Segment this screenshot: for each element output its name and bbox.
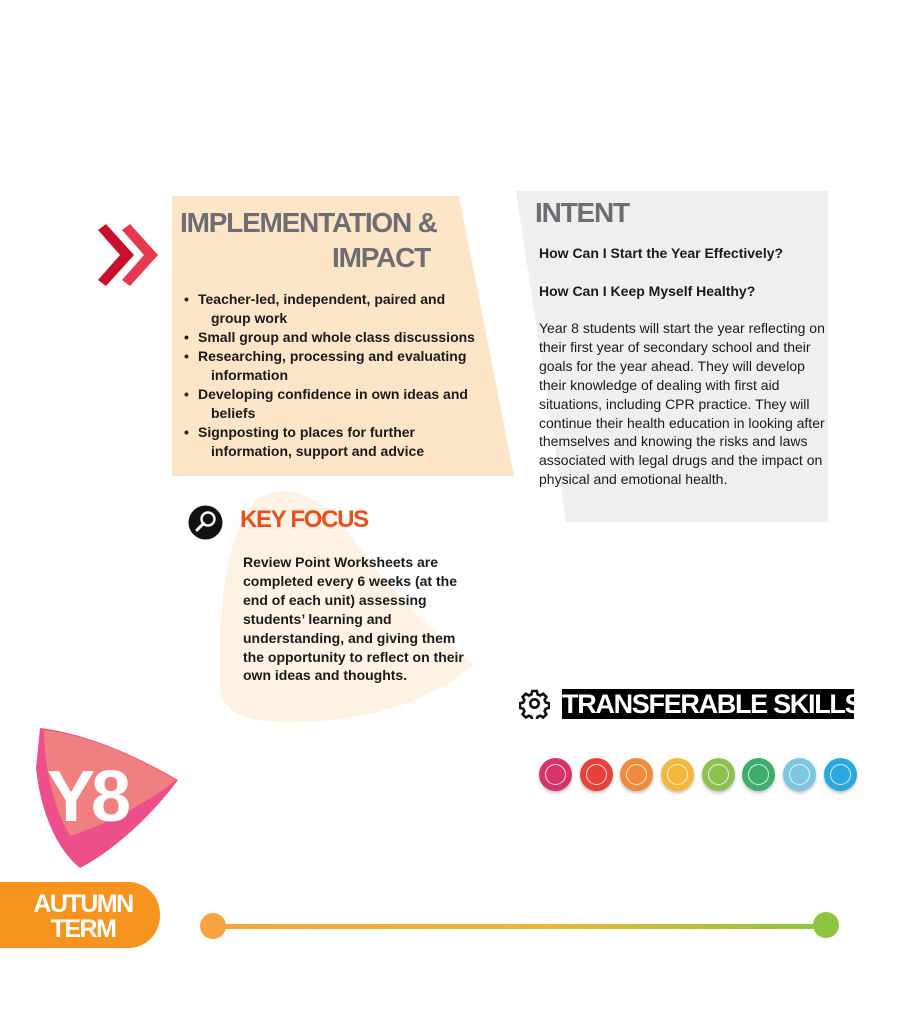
gear-icon (519, 688, 550, 719)
leadership-skill-icon (783, 758, 816, 791)
term-label-continued: TERM (50, 915, 116, 943)
intent-question-healthy: How Can I Keep Myself Healthy? (539, 283, 756, 299)
intent-question-start-year: How Can I Start the Year Effectively? (539, 245, 784, 261)
list-item: • Developing confidence in own ideas and beliefs (184, 385, 494, 423)
speaking-skill-icon (580, 758, 613, 791)
listening-skill-icon (539, 758, 572, 791)
staying-positive-skill-icon (702, 758, 735, 791)
term-label: AUTUMN (33, 890, 133, 918)
key-focus-title: KEY FOCUS (240, 506, 368, 533)
list-item: • Small group and whole class discussions (184, 328, 494, 347)
implementation-title-continued: IMPACT (332, 242, 431, 273)
aiming-high-skill-icon (742, 758, 775, 791)
timeline-end-dot (813, 912, 839, 938)
double-chevron-icon (96, 224, 164, 286)
list-item: • Researching, processing and evaluating information (184, 347, 494, 385)
intent-title: INTENT (535, 197, 629, 228)
transferable-skills-label: TRANSFERABLE SKILLS: (562, 689, 869, 719)
problem-solving-skill-icon (620, 758, 653, 791)
teamwork-skill-icon (824, 758, 857, 791)
key-focus-text: Review Point Worksheets are completed every 6 weeks (at the end of each unit) assessing students’ learning and understanding, and giving them the opportunity to reflect on their own ideas and thoughts. (243, 554, 464, 684)
intent-description: Year 8 students will start the year reflecting on their first year of secondary school and their goals for the year ahead. They will develop their knowledge of dealing with first aid situations, including CPR practice. They will continue their health education in looking after themselves and knowing the risks and laws associated with legal drugs and the impact on physical and emotional health. (539, 320, 825, 488)
list-item: • Teacher-led, independent, paired and group work (184, 290, 494, 328)
timeline-start-dot (200, 913, 226, 939)
list-item: • Signposting to places for further information, support and advice (184, 423, 494, 461)
magnifier-icon (188, 505, 223, 540)
year-label: Y8 (47, 757, 128, 837)
creativity-skill-icon (661, 758, 694, 791)
implementation-title: IMPLEMENTATION & (180, 207, 437, 238)
term-timeline (198, 910, 843, 942)
implementation-list (184, 290, 494, 461)
